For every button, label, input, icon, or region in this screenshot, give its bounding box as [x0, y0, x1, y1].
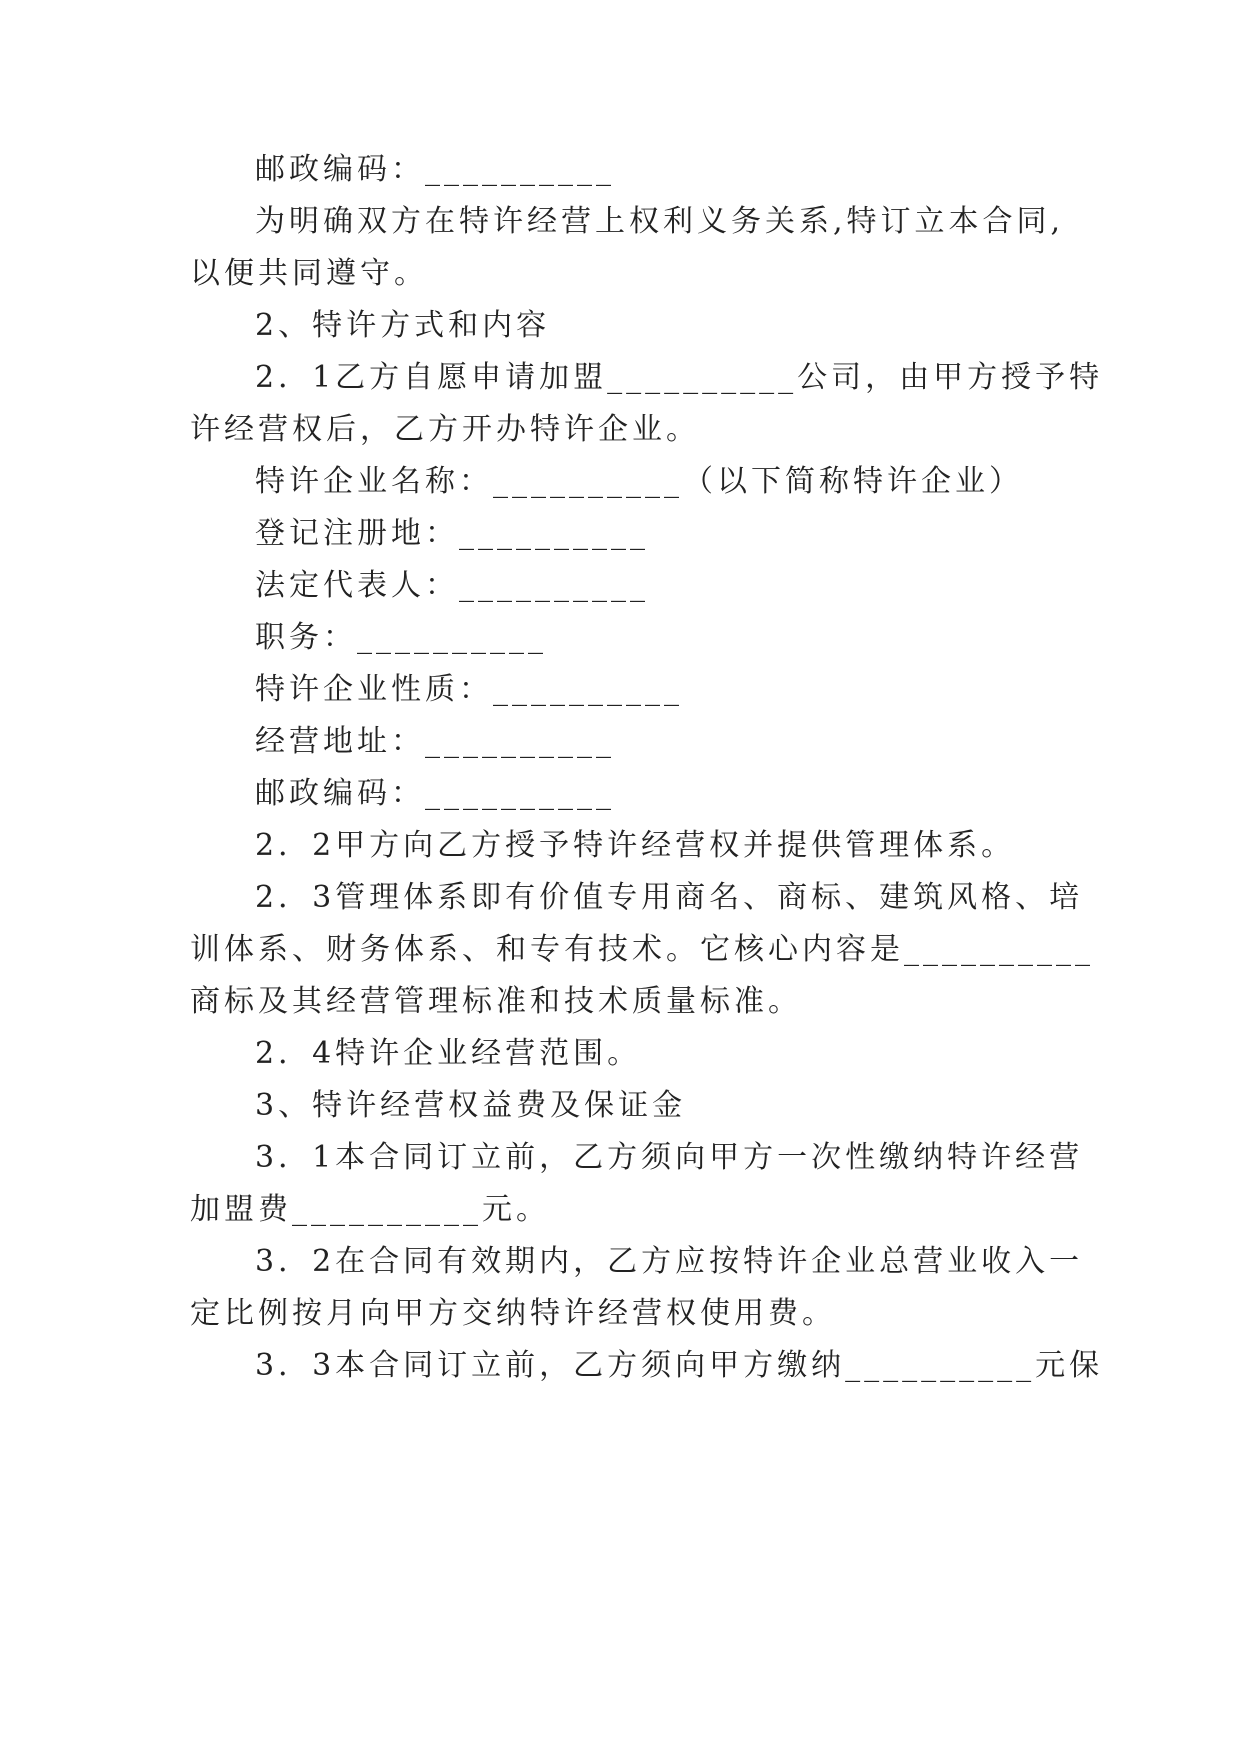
clause-3-1-line-1: 3．1本合同订立前，乙方须向甲方一次性缴纳特许经营 [255, 1140, 1084, 1175]
franchise-nature-field: 特许企业性质：__________ [255, 672, 683, 707]
purpose-paragraph-line-1: 为明确双方在特许经营上权利义务关系,特订立本合同, [255, 204, 1065, 239]
clause-2-3-line-1: 2．3管理体系即有价值专用商名、商标、建筑风格、培 [255, 880, 1084, 915]
registration-place-field: 登记注册地：__________ [255, 516, 649, 551]
clause-2-1-line-2: 许经营权后，乙方开办特许企业。 [190, 412, 700, 447]
section-3-heading: 3、特许经营权益费及保证金 [255, 1088, 687, 1123]
position-field: 职务：__________ [255, 620, 547, 655]
clause-2-3-line-2: 训体系、财务体系、和专有技术。它核心内容是__________ [190, 932, 1094, 967]
franchise-name-field: 特许企业名称：__________（以下简称特许企业） [255, 464, 1023, 499]
business-address-field: 经营地址：__________ [255, 724, 615, 759]
postal-code-line-1: 邮政编码：__________ [255, 152, 615, 187]
clause-2-1-line-1: 2．1乙方自愿申请加盟__________公司，由甲方授予特 [255, 360, 1104, 395]
clause-2-3-line-3: 商标及其经营管理标准和技术质量标准。 [190, 984, 802, 1019]
legal-representative-field: 法定代表人：__________ [255, 568, 649, 603]
section-2-heading: 2、特许方式和内容 [255, 308, 551, 343]
clause-3-3-line-1: 3．3本合同订立前，乙方须向甲方缴纳__________元保 [255, 1348, 1104, 1383]
clause-3-2-line-2: 定比例按月向甲方交纳特许经营权使用费。 [190, 1296, 836, 1331]
clause-2-4: 2．4特许企业经营范围。 [255, 1036, 642, 1071]
clause-3-2-line-1: 3．2在合同有效期内，乙方应按特许企业总营业收入一 [255, 1244, 1084, 1279]
purpose-paragraph-line-2: 以便共同遵守。 [190, 256, 428, 291]
clause-3-1-line-2: 加盟费__________元。 [190, 1192, 550, 1227]
postal-code-line-2: 邮政编码：__________ [255, 776, 615, 811]
clause-2-2: 2．2甲方向乙方授予特许经营权并提供管理体系。 [255, 828, 1016, 863]
